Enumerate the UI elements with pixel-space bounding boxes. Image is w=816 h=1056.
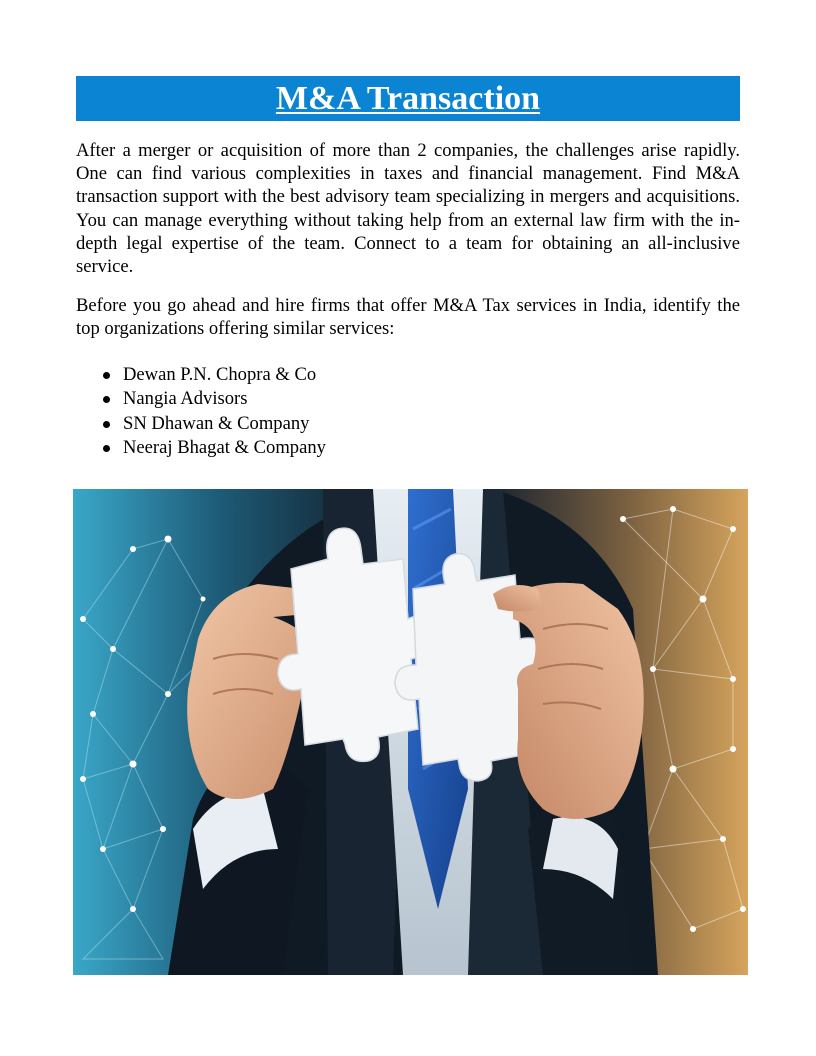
- title-banner: [76, 76, 740, 121]
- list-item-label: Dewan P.N. Chopra & Co: [123, 363, 317, 385]
- list-item-label: Nangia Advisors: [123, 388, 248, 410]
- list-item: [76, 363, 740, 388]
- intro-paragraph: After a merger or acquisition of more than 2 companies, the challenges arise rapidly. One can find various complexities in taxes and financial management. Find M&A transaction support with the best advisory team specializing in mergers and acquisitions. You can manage everything without taking help from an external law firm with the in-depth legal expertise of the team. Connect to a team for obtaining an all-inclusive service.: [76, 140, 740, 278]
- bullet-icon: [103, 421, 110, 428]
- puzzle-pieces-handshake-photo: [73, 489, 748, 975]
- firm-list: [76, 363, 740, 461]
- services-paragraph: Before you go ahead and hire firms that offer M&A Tax services in India, identify the top organizations offering similar services:: [76, 295, 740, 340]
- bullet-icon: [103, 396, 110, 403]
- list-item: [76, 436, 740, 461]
- list-item: [76, 412, 740, 437]
- photo-illustration: [73, 489, 748, 975]
- bullet-icon: [103, 372, 110, 379]
- list-item-label: Neeraj Bhagat & Company: [123, 437, 326, 459]
- page-title: M&A Transaction: [275, 80, 541, 117]
- list-item: [76, 387, 740, 412]
- bullet-icon: [103, 445, 110, 452]
- document-page: [76, 76, 740, 461]
- list-item-label: SN Dhawan & Company: [123, 412, 310, 434]
